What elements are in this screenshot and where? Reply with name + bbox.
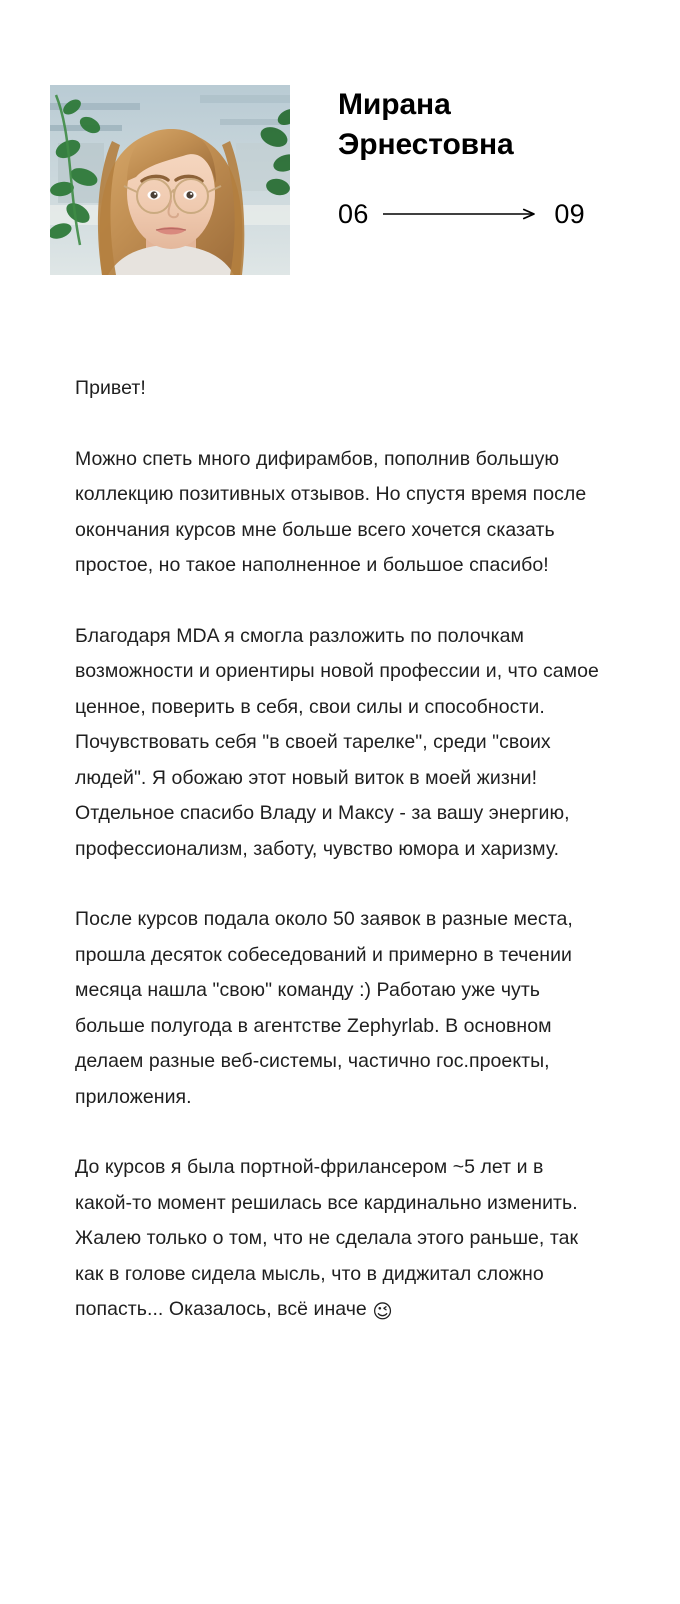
date-range [338, 199, 585, 229]
date-range-start: 06 [338, 199, 369, 229]
arrow-right-icon [383, 208, 541, 220]
portrait-photo-icon [50, 85, 290, 275]
paragraph-before-courses [75, 1150, 605, 1331]
profile-header [0, 0, 680, 275]
paragraph-mda: Благодаря MDA я смогла разложить по полочкам возможности и ориентиры новой профессии и, что самое ценное, поверить в себя, свои силы и способности. Почувствовать себя "в своей тарелке", среди "своих людей". Я обожаю этот новый виток в моей жизни! Отдельное спасибо Владу и Максу - за вашу энергию, профессионализм, заботу, чувство юмора и харизму. [75, 624, 605, 860]
paragraph-thanks: Можно спеть много дифирамбов, пополнив большую коллекцию позитивных отзывов. Но спустя время после окончания курсов мне больше всего хочется сказать простое, но такое наполненное и большое спасибо! [75, 447, 592, 576]
paragraph-greeting: Привет! [75, 377, 146, 399]
paragraph-job: После курсов подала около 50 заявок в разные места, прошла десяток собеседований и примерно в течении месяца нашла "свою" команду :) Работаю уже чуть больше полугода в агентстве Zephyrlab. В основном делаем разные веб-системы, частично гос.проекты, приложения. [75, 908, 579, 1108]
avatar [50, 85, 290, 275]
testimonial-body [0, 275, 680, 1331]
page-title: Мирана Эрнестовна [338, 88, 514, 161]
date-range-end: 09 [554, 199, 585, 229]
paragraph-before-courses-text: До курсов я была портной-фрилансером ~5 лет и в какой-то момент решилась все кардинально изменить. Жалею только о том, что не сделала этого раньше, так как в голове сидела мысль, что в диджитал сложно попасть... Оказалось, всё иначе [75, 1156, 584, 1320]
profile-meta [338, 85, 680, 229]
winking-face-emoji: 😉 [372, 1301, 393, 1323]
